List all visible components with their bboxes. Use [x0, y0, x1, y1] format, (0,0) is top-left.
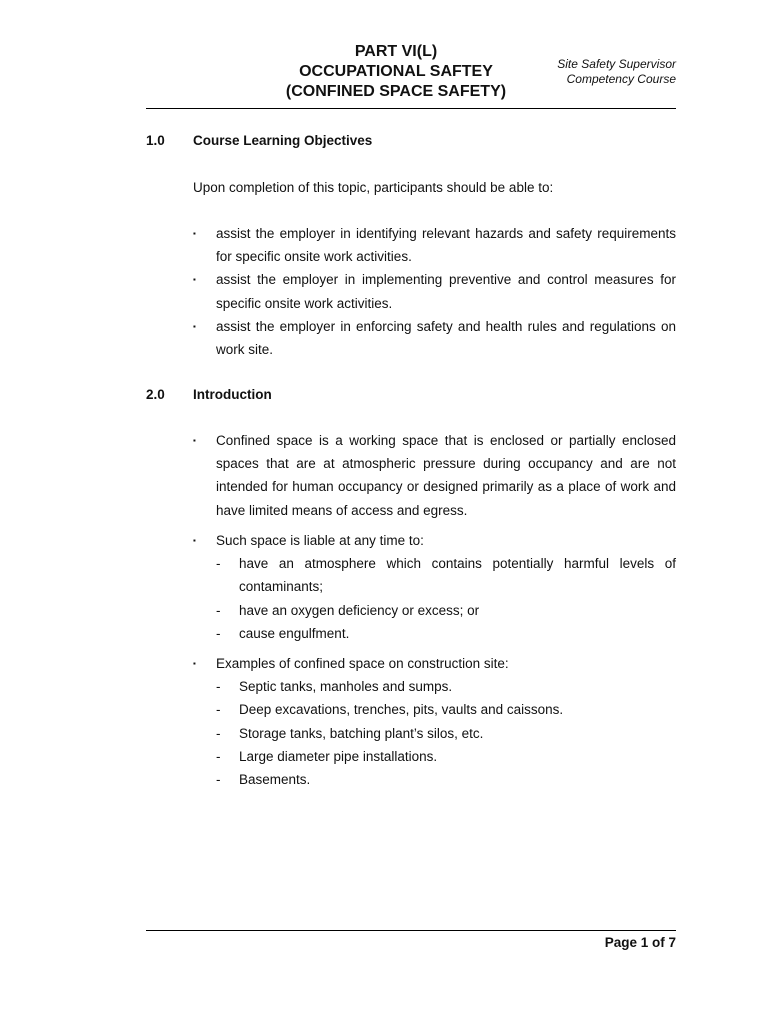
objective-text: assist the employer in enforcing safety and health rules and regulations on work site. [216, 318, 676, 358]
title-subtopic: (CONFINED SPACE SAFETY) [285, 83, 507, 100]
hazards-sublist [216, 552, 676, 645]
sub-list-item [216, 745, 676, 768]
section-1-intro: Upon completion of this topic, participants should be able to: [193, 180, 554, 195]
examples-list [193, 652, 676, 791]
objective-text: assist the employer in implementing preventive and control measures for specific onsite work activities. [216, 272, 676, 311]
hazard-text: have an oxygen deficiency or excess; or [239, 602, 480, 618]
header-divider [146, 108, 676, 109]
sub-list-item [216, 698, 676, 721]
dash-icon: - [216, 748, 221, 764]
example-text: Storage tanks, batching plant’s silos, etc. [239, 725, 484, 741]
title-topic: OCCUPATIONAL SAFTEY [299, 63, 493, 80]
objectives-list [193, 222, 676, 361]
section-2-title: Introduction [193, 387, 272, 402]
course-name-line2: Competency Course [566, 72, 676, 86]
bullet-icon: ▪ [193, 536, 196, 545]
sub-list-item [216, 599, 676, 622]
list-item [193, 652, 676, 791]
hazard-text: cause engulfment. [239, 625, 350, 641]
list-item [193, 222, 676, 268]
course-name-line1: Site Safety Supervisor [557, 57, 676, 71]
section-1-heading [146, 132, 372, 150]
bullet-icon: ▪ [193, 229, 196, 238]
section-1-title: Course Learning Objectives [193, 133, 373, 148]
hazards-intro: Such space is liable at any time to: [216, 533, 424, 548]
sub-list-item [216, 552, 676, 598]
sub-list-item [216, 722, 676, 745]
bullet-icon: ▪ [193, 659, 196, 668]
page-number: Page 1 of 7 [604, 935, 676, 950]
example-text: Septic tanks, manholes and sumps. [239, 679, 453, 695]
section-2-number: 2.0 [146, 387, 165, 402]
sub-list-item [216, 675, 676, 698]
dash-icon: - [216, 602, 221, 618]
example-text: Deep excavations, trenches, pits, vaults and caissons. [239, 702, 564, 718]
list-item [193, 529, 676, 645]
example-text: Basements. [239, 772, 311, 788]
example-text: Large diameter pipe installations. [239, 748, 438, 764]
dash-icon: - [216, 772, 221, 788]
hazard-text: have an atmosphere which contains potentially harmful levels of contaminants; [239, 556, 676, 595]
hazards-list [193, 529, 676, 645]
introduction-list [193, 429, 676, 522]
examples-sublist [216, 675, 676, 791]
list-item [193, 429, 676, 522]
course-name [557, 57, 676, 87]
dash-icon: - [216, 679, 221, 695]
definition-text: Confined space is a working space that is enclosed or partially enclosed spaces that are at atmospheric pressure during occupancy and are not intended for human occupancy or designed primarily as a place of work and have limited means of access and egress. [216, 433, 676, 518]
list-item [193, 268, 676, 314]
document-title [246, 42, 546, 102]
section-2-heading [146, 386, 272, 404]
sub-list-item [216, 622, 676, 645]
bullet-icon: ▪ [193, 321, 196, 331]
examples-intro: Examples of confined space on construction site: [216, 656, 509, 671]
objective-text: assist the employer in identifying relevant hazards and safety requirements for specific onsite work activities. [216, 226, 676, 265]
sub-list-item [216, 768, 676, 791]
dash-icon: - [216, 556, 221, 572]
bullet-icon: ▪ [193, 436, 196, 445]
bullet-icon: ▪ [193, 275, 196, 285]
dash-icon: - [216, 725, 221, 741]
list-item [193, 315, 676, 361]
title-part: PART VI(L) [354, 43, 438, 60]
dash-icon: - [216, 625, 221, 641]
dash-icon: - [216, 702, 221, 718]
section-1-number: 1.0 [146, 133, 165, 148]
footer-divider [146, 930, 676, 931]
